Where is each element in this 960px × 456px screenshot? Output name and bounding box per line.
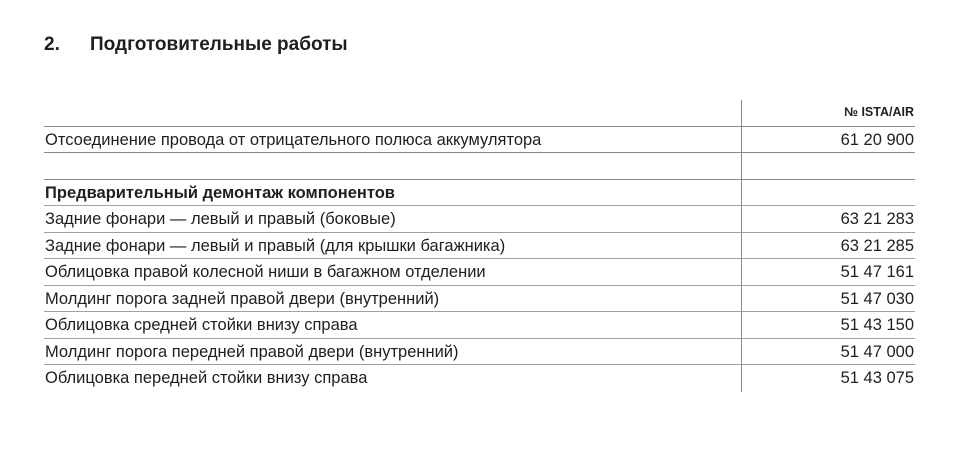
table-row [44, 259, 915, 286]
table-group-row [44, 180, 915, 207]
row-name: Облицовка передней стойки внизу справа [45, 369, 368, 387]
row-code: 51 43 075 [741, 365, 915, 392]
row-name: Отсоединение провода от отрицательного полюса аккумулятора [45, 130, 542, 149]
table-header-row [44, 100, 915, 127]
table-row [44, 312, 915, 339]
table-row [44, 286, 915, 313]
section-heading [44, 34, 348, 56]
row-code: 51 47 161 [741, 259, 915, 285]
section-title: Подготовительные работы [90, 34, 348, 55]
group-code-cell [741, 180, 915, 206]
row-code: 63 21 285 [741, 233, 915, 259]
spacer-code-cell [741, 153, 915, 179]
table-row-battery [44, 127, 915, 154]
row-name: Молдинг порога задней правой двери (внутренний) [45, 289, 440, 308]
row-code: 51 47 000 [741, 339, 915, 365]
table-row [44, 206, 915, 233]
row-name: Задние фонари — левый и правый (боковые) [45, 210, 396, 228]
group-title: Предварительный демонтаж компонентов [45, 183, 395, 202]
section-number: 2. [44, 34, 60, 55]
spacer-name-cell [44, 153, 741, 179]
header-name-cell [44, 100, 741, 126]
row-name: Задние фонари — левый и правый (для крышки багажника) [45, 236, 506, 255]
table-row [44, 365, 915, 392]
parts-table [44, 100, 915, 392]
row-code: 51 47 030 [741, 286, 915, 312]
row-name: Облицовка средней стойки внизу справа [45, 316, 358, 334]
row-name: Облицовка правой колесной ниши в багажном отделении [45, 263, 486, 281]
row-code: 63 21 283 [741, 206, 915, 232]
table-row [44, 339, 915, 366]
row-code: 61 20 900 [741, 127, 915, 153]
column-header-ista-air: № ISTA/AIR [741, 100, 915, 126]
table-spacer-row [44, 153, 915, 180]
row-name: Молдинг порога передней правой двери (внутренний) [45, 342, 459, 361]
row-code: 51 43 150 [741, 312, 915, 338]
table-row [44, 233, 915, 260]
